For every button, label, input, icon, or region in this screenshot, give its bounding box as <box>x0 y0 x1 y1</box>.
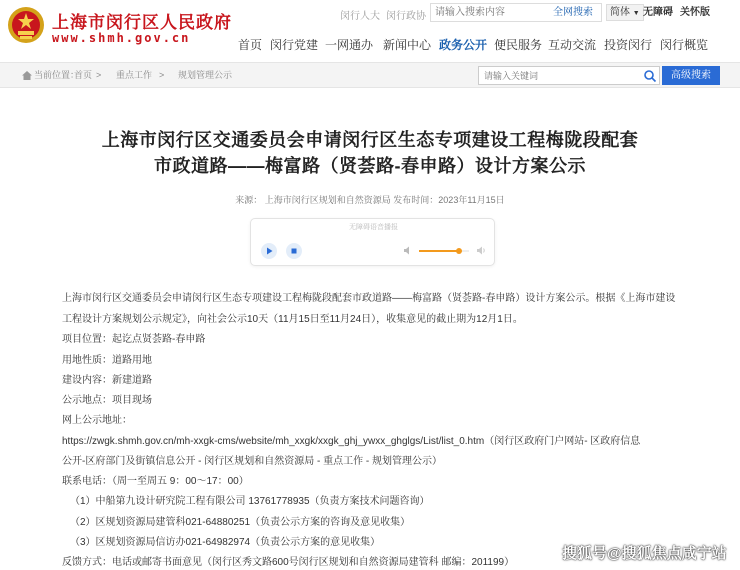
volume-handle[interactable] <box>456 248 462 254</box>
contact-item-1: （1）中船第九设计研究院工程有限公司 13761778935（负责方案技术问题咨询） <box>70 496 430 507</box>
volume-slider[interactable] <box>419 250 469 252</box>
chevron-right-icon: > <box>159 70 165 80</box>
stop-button[interactable] <box>286 243 302 259</box>
top-link-zhengxie[interactable]: 闵行政协 <box>386 11 426 22</box>
volume-icon[interactable] <box>403 245 414 256</box>
nav-item-services-online[interactable]: 一网通办 <box>325 38 374 52</box>
accessibility-link[interactable]: 无障碍 <box>643 7 673 18</box>
construction-content: 建设内容：新建道路 <box>62 375 152 386</box>
notice-location: 公示地点：项目现场 <box>62 395 152 406</box>
care-version-link[interactable]: 关怀版 <box>680 7 710 18</box>
advanced-search-button[interactable]: 高级搜索 <box>662 66 720 85</box>
national-emblem-icon[interactable] <box>6 5 46 45</box>
play-icon <box>261 243 277 259</box>
nav-item-interaction[interactable]: 互动交流 <box>548 38 597 52</box>
nav-item-news[interactable]: 新闻中心 <box>383 38 432 52</box>
audio-player <box>250 218 495 266</box>
contact-hours: 联系电话：（周一至周五 9：00～17：00） <box>62 476 249 487</box>
site-title[interactable]: 上海市闵行区人民政府 <box>52 13 232 32</box>
play-button[interactable] <box>261 243 277 259</box>
online-address-link[interactable]: https://zwgk.shmh.gov.cn/mh-xxgk-cms/website/mh_xxgk/xxgk_ghj_ywxx_ghglgs/List/list_0.htm（闵行区政府门户网站- 区政府信息 <box>62 436 641 447</box>
article-title-line-1: 上海市闵行区交通委员会申请闵行区生态专项建设工程梅陇段配套 <box>101 130 639 150</box>
article-title-line-2: 市政道路——梅富路（贤荟路-春申路）设计方案公示 <box>154 156 586 176</box>
search-icon[interactable] <box>643 69 657 83</box>
breadcrumb-planning-notice[interactable]: 规划管理公示 <box>178 70 233 80</box>
project-location: 项目位置：起讫点贤荟路-春申路 <box>62 334 206 345</box>
breadcrumb-label: 当前位置： <box>34 70 80 80</box>
volume-fill <box>419 250 459 252</box>
keyword-search-box <box>478 66 660 85</box>
watermark: 搜狐号@搜狐焦点咸宁站 <box>562 545 727 562</box>
feedback-method: 反馈方式：电话或邮寄书面意见（闵行区秀文路600号闵行区规划和自然资源局建管科 邮编：201199） <box>62 557 515 568</box>
nav-item-party[interactable]: 闵行党建 <box>270 38 319 52</box>
volume-max-icon <box>476 245 487 256</box>
site-url: www.shmh.gov.cn <box>52 31 191 45</box>
online-address-label: 网上公示地址： <box>62 415 132 426</box>
nav-item-gov-affairs[interactable]: 政务公开 <box>439 38 488 52</box>
land-use: 用地性质：道路用地 <box>62 355 152 366</box>
article-meta: 来源： 上海市闵行区规划和自然资源局 发布时间：2023年11月15日 <box>235 195 505 205</box>
nav-item-convenience[interactable]: 便民服务 <box>494 38 543 52</box>
language-select[interactable] <box>606 4 644 21</box>
global-search-button[interactable]: 全网搜索 <box>553 7 593 18</box>
contact-item-3: （3）区规划资源局信访办021-64982974（负责公示方案的意见收集） <box>70 537 381 548</box>
article <box>0 90 740 570</box>
paragraph-intro-1: 上海市闵行区交通委员会申请闵行区生态专项建设工程梅陇段配套市政道路——梅富路（贤荟路-春申路）设计方案公示。根据《上海市建设 <box>62 293 676 304</box>
language-label: 简体 <box>610 7 630 18</box>
chevron-down-icon: ▼ <box>632 10 640 17</box>
nav-item-invest[interactable]: 投资闵行 <box>604 38 653 52</box>
breadcrumb-home[interactable]: 首页 <box>74 70 93 80</box>
top-search-input[interactable] <box>431 4 543 21</box>
nav-item-overview[interactable]: 闵行概览 <box>660 38 709 52</box>
site-header <box>0 0 740 60</box>
stop-icon <box>286 243 302 259</box>
top-link-renda[interactable]: 闵行人大 <box>340 11 380 22</box>
paragraph-intro-2: 工程设计方案规划公示规定》，向社会公示10天（11月15日至11月24日），收集意见的截止期为12月1日。 <box>62 314 523 325</box>
top-search-box <box>430 3 602 22</box>
online-address-path: 公开-区府部门及街镇信息公开 - 闵行区规划和自然资源局 - 重点工作 - 规划管理公示） <box>62 456 442 467</box>
breadcrumb-bar <box>0 62 740 88</box>
home-icon <box>22 71 32 80</box>
contact-item-2: （2）区规划资源局建管科021-64880251（负责公示方案的咨询及意见收集） <box>70 517 411 528</box>
keyword-search-input[interactable] <box>479 67 639 84</box>
chevron-right-icon: > <box>96 70 102 80</box>
nav-item-home[interactable]: 首页 <box>238 38 263 52</box>
breadcrumb-key-work[interactable]: 重点工作 <box>116 70 153 80</box>
player-caption: 无障碍语音播报 <box>349 224 398 231</box>
